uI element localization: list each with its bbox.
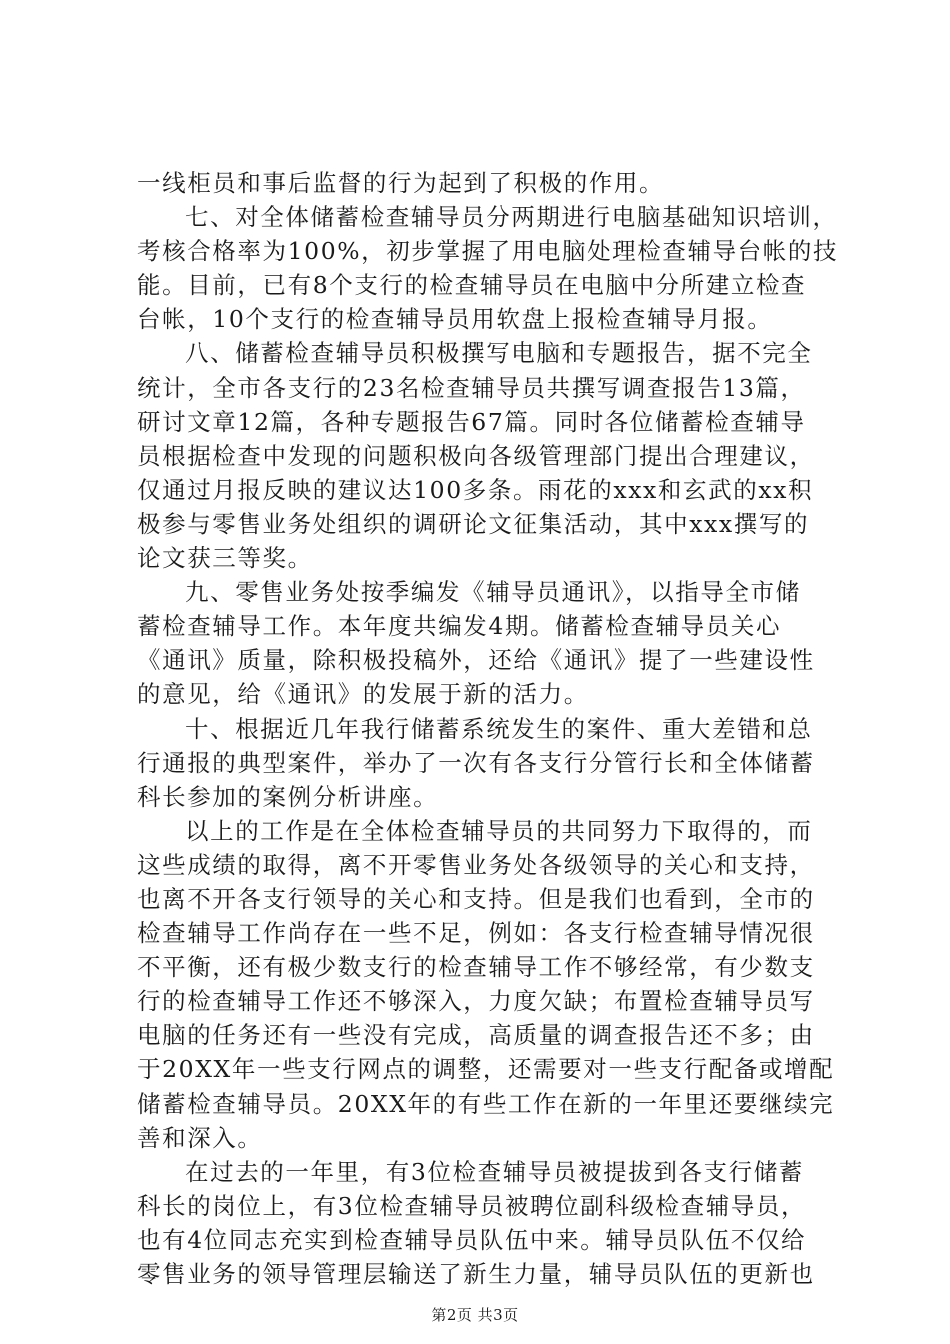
- text-line: 的意见，给《通讯》的发展于新的活力。: [137, 680, 589, 709]
- text-line: 论文获三等奖。: [137, 544, 313, 573]
- text-line: 研讨文章12篇，各种专题报告67篇。同时各位储蓄检查辅导: [137, 407, 806, 436]
- text-line: 能。目前，已有8个支行的检查辅导员在电脑中分所建立检查: [137, 271, 807, 300]
- text-line: 蓄检查辅导工作。本年度共编发4期。储蓄检查辅导员关心: [137, 612, 782, 641]
- paragraph-past-year-start: 在过去的一年里，有3位检查辅导员被提拔到各支行储蓄: [185, 1157, 804, 1186]
- text-line: 储蓄检查辅导员。20XX年的有些工作在新的一年里还要继续完: [137, 1089, 835, 1118]
- document-body: [137, 166, 837, 1291]
- text-line: 员根据检查中发现的问题积极向各级管理部门提出合理建议，: [137, 441, 815, 470]
- text-line: 科长参加的案例分析讲座。: [137, 782, 439, 811]
- text-line: 也离不开各支行领导的关心和支持。但是我们也看到，全市的: [137, 884, 815, 913]
- page-footer: 第2页 共3页: [431, 1306, 519, 1324]
- text-line: 行通报的典型案件，举办了一次有各支行分管行长和全体储蓄: [137, 748, 815, 777]
- paragraph-summary-start: 以上的工作是在全体检查辅导员的共同努力下取得的，而: [185, 816, 813, 845]
- text-line: 科长的岗位上，有3位检查辅导员被聘位副科级检查辅导员，: [137, 1191, 807, 1220]
- text-line: 电脑的任务还有一些没有完成，高质量的调查报告还不多；由: [137, 1021, 815, 1050]
- text-line: 零售业务的领导管理层输送了新生力量，辅导员队伍的更新也: [137, 1260, 815, 1288]
- text-line: 检查辅导工作尚存在一些不足，例如：各支行检查辅导情况很: [137, 919, 815, 948]
- text-line: 统计，全市各支行的23名检查辅导员共撰写调查报告13篇，: [137, 373, 806, 402]
- text-line: 善和深入。: [137, 1123, 263, 1152]
- text-line: 也有4位同志充实到检查辅导员队伍中来。辅导员队伍不仅给: [137, 1225, 807, 1254]
- text-line: 仅通过月报反映的建议达100多条。雨花的xxx和玄武的xx积: [137, 475, 814, 504]
- paragraph-7-start: 七、对全体储蓄检查辅导员分两期进行电脑基础知识培训，: [185, 203, 838, 232]
- text-line: 一线柜员和事后监督的行为起到了积极的作用。: [137, 169, 665, 197]
- text-line: 不平衡，还有极少数支行的检查辅导工作不够经常，有少数支: [137, 953, 815, 982]
- text-line: 这些成绩的取得，离不开零售业务处各级领导的关心和支持，: [137, 850, 815, 879]
- paragraph-8-start: 八、储蓄检查辅导员积极撰写电脑和专题报告，据不完全: [185, 339, 813, 368]
- paragraph-9-start: 九、零售业务处按季编发《辅导员通讯》，以指导全市储: [185, 578, 801, 607]
- paragraph-10-start: 十、根据近几年我行储蓄系统发生的案件、重大差错和总: [185, 714, 813, 743]
- text-line: 考核合格率为100%，初步掌握了用电脑处理检查辅导台帐的技: [137, 237, 839, 266]
- text-line: 台帐，10个支行的检查辅导员用软盘上报检查辅导月报。: [137, 305, 773, 334]
- text-line: 于20XX年一些支行网点的调整，还需要对一些支行配备或增配: [137, 1055, 835, 1084]
- text-line: 《通讯》质量，除积极投稿外，还给《通讯》提了一些建设性: [137, 646, 815, 675]
- text-line: 极参与零售业务处组织的调研论文征集活动，其中xxx撰写的: [137, 509, 810, 538]
- text-line: 行的检查辅导工作还不够深入，力度欠缺；布置检查辅导员写: [137, 987, 815, 1016]
